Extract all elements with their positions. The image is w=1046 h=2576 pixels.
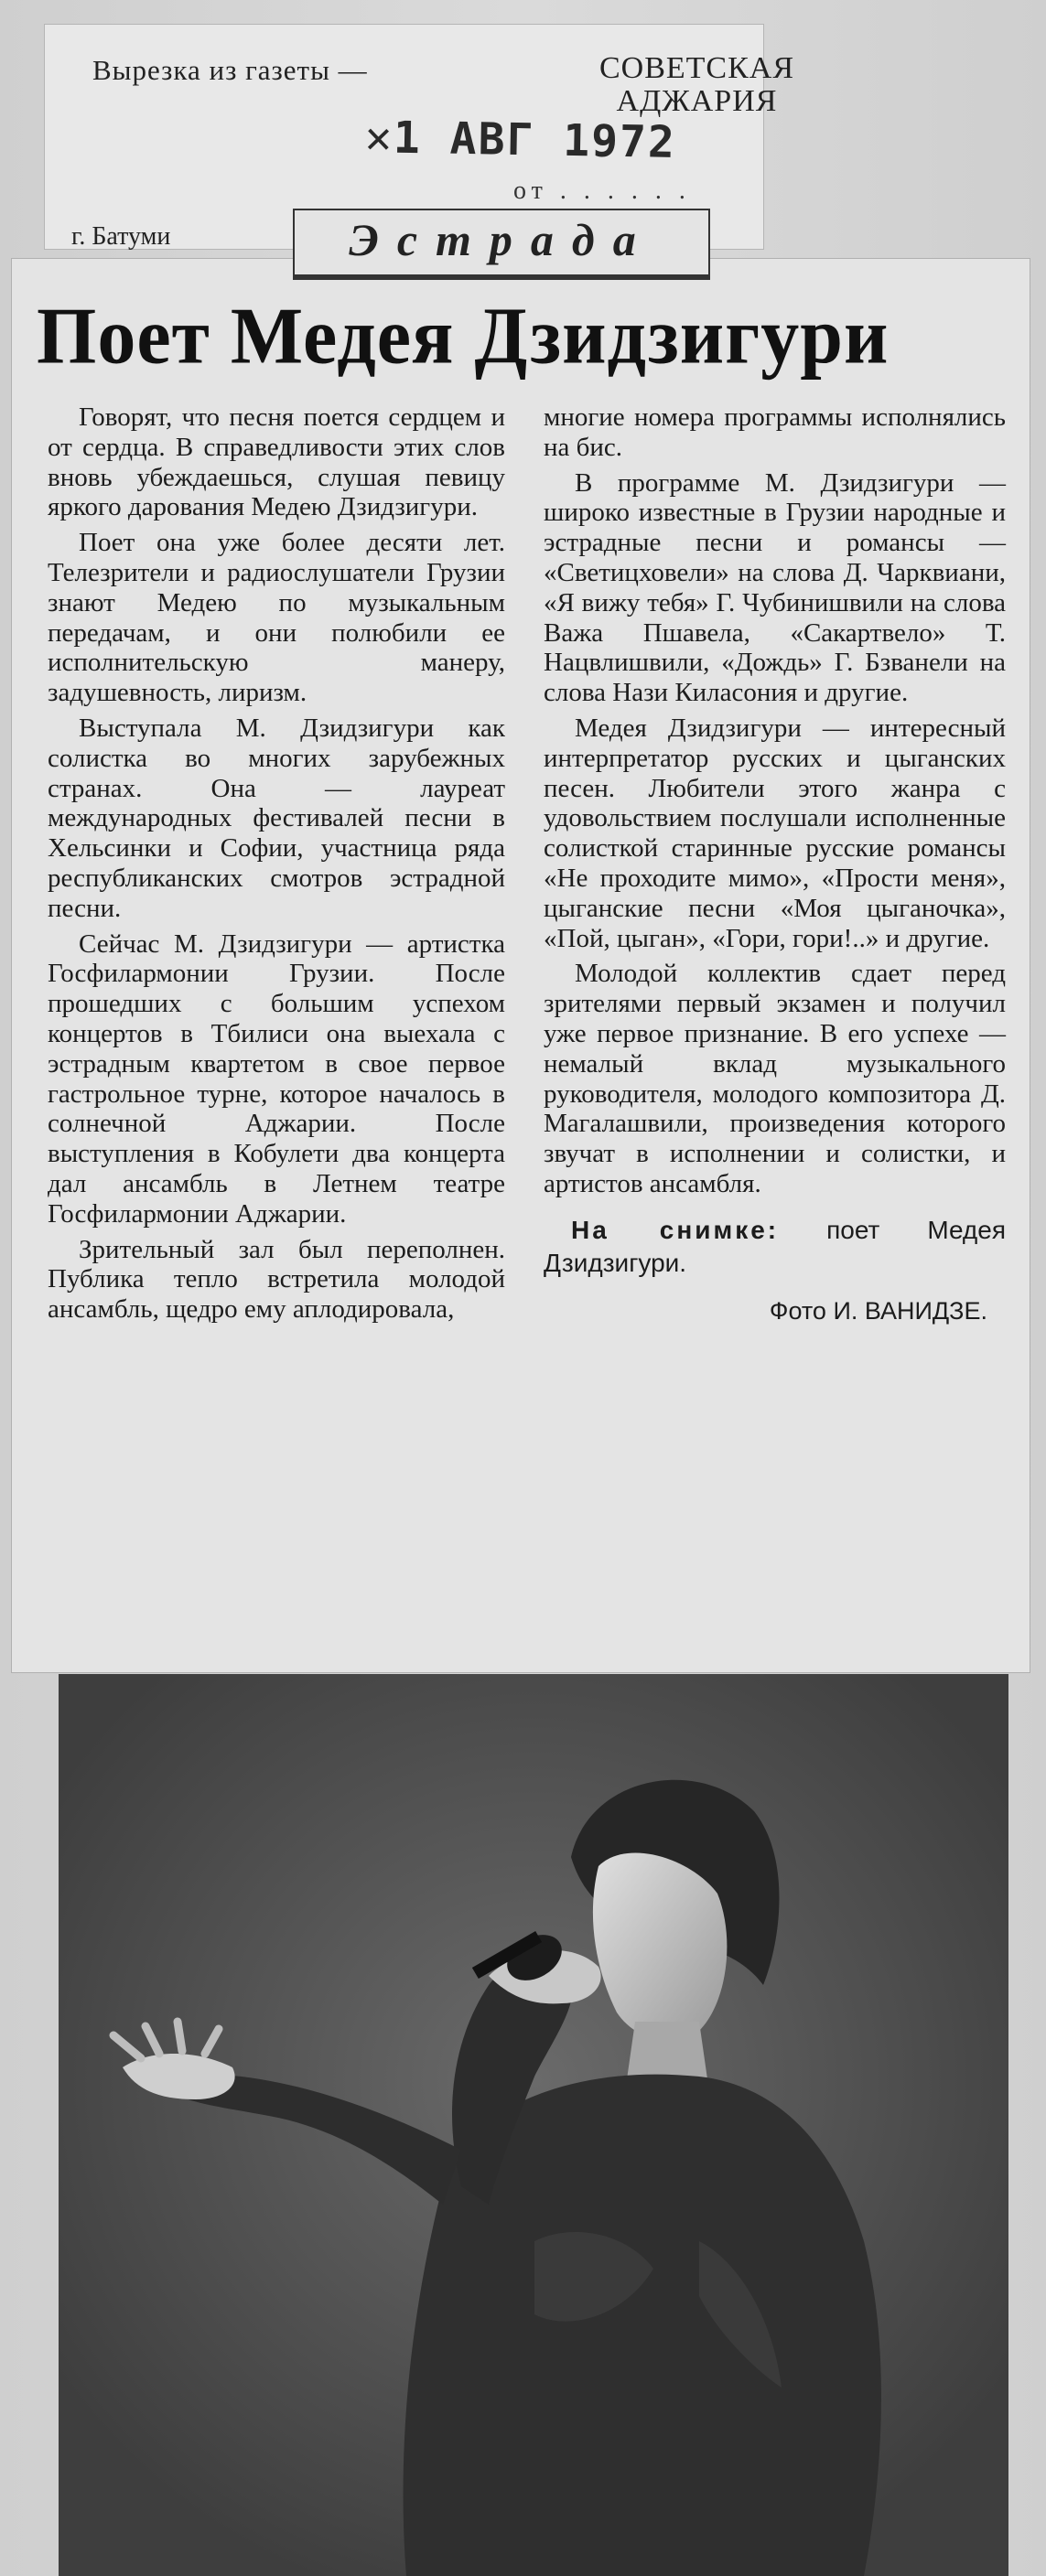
right-column bbox=[544, 402, 1006, 1326]
caption-lead: На снимке: bbox=[571, 1215, 780, 1244]
paragraph: Зрительный зал был переполнен. Публика тепло встретила молодой ансамбль, щедро ему аплодировала, bbox=[48, 1234, 505, 1325]
photo-caption bbox=[544, 1214, 1006, 1280]
caption-text: поет Медея Дзидзигури. bbox=[544, 1215, 1006, 1277]
city-label: г. Батуми bbox=[71, 222, 171, 251]
paragraph: Поет она уже более десяти лет. Телезрители и радиослушатели Грузии знают Медею по музыкальным передачам, и они полюбили ее исполнительскую манеру, задушевность, лиризм. bbox=[48, 528, 505, 708]
rubric-heading: Эстрада bbox=[293, 209, 710, 280]
date-stamp: ✕1 АВГ 1972 bbox=[364, 112, 677, 168]
paragraph: многие номера программы исполнялись на бис. bbox=[544, 402, 1006, 462]
paragraph: Сейчас М. Дзидзигури — артистка Госфилармонии Грузии. После прошедших с большим успехом концертов в Тбилиси она выехала с эстрадным квартетом в свое первое гастрольное турне, которое началось в солнечной Аджарии. После выступления в Кобулети два концерта дал ансамбль в Летнем театре Госфилармонии Аджарии. bbox=[48, 928, 505, 1229]
clipping-label: Вырезка из газеты — bbox=[92, 54, 368, 86]
paragraph: В программе М. Дзидзигури — широко известные в Грузии народные и эстрадные песни и романсы — «Светицховели» на слова Д. Чарквиани, «Я вижу тебя» Г. Чубинишвили на слова Важа Пшавела, «Сакартвело» Т. Нацвлишвили, «Дождь» Г. Бзванели на слова Нази Киласония и другие. bbox=[544, 467, 1006, 708]
paragraph: Выступала М. Дзидзигури как солистка во многих зарубежных странах. Она — лауреат международных фестивалей песни в Хельсинки и Софии, участница ряда республиканских смотров эстрадной песни. bbox=[48, 713, 505, 923]
left-column bbox=[48, 402, 505, 1325]
paragraph: Говорят, что песня поется сердцем и от сердца. В справедливости этих слов вновь убеждаешься, слушая певицу яркого дарования Медею Дзидзигури. bbox=[48, 402, 505, 522]
from-label: от . . . . . . bbox=[513, 177, 691, 205]
paragraph: Медея Дзидзигури — интересный интерпретатор русских и цыганских песен. Любители этого жанра с удовольствием послушали исполненные солисткой старинные русские романсы «Не проходите мимо», «Прости меня», цыганские песни «Моя цыганочка», «Пой, цыган», «Гори, гори!..» и другие. bbox=[544, 713, 1006, 953]
singer-photo-image bbox=[59, 1674, 1008, 2576]
newspaper-name bbox=[594, 52, 800, 118]
article-headline: Поет Медея Дзидзигури bbox=[37, 291, 890, 381]
singer-photo bbox=[59, 1674, 1008, 2576]
paragraph: Молодой коллектив сдает перед зрителями первый экзамен и получил уже первое признание. В его успехе — немалый вклад музыкального руководителя, молодого композитора Д. Магалашвили, произведения которого звучат в исполнении и солистки, и артистов ансамбля. bbox=[544, 959, 1006, 1198]
newspaper-name-line1: СОВЕТСКАЯ bbox=[598, 51, 795, 85]
photo-credit: Фото И. ВАНИДЗЕ. bbox=[769, 1296, 987, 1325]
newspaper-name-line2: АДЖАРИЯ bbox=[616, 84, 778, 118]
